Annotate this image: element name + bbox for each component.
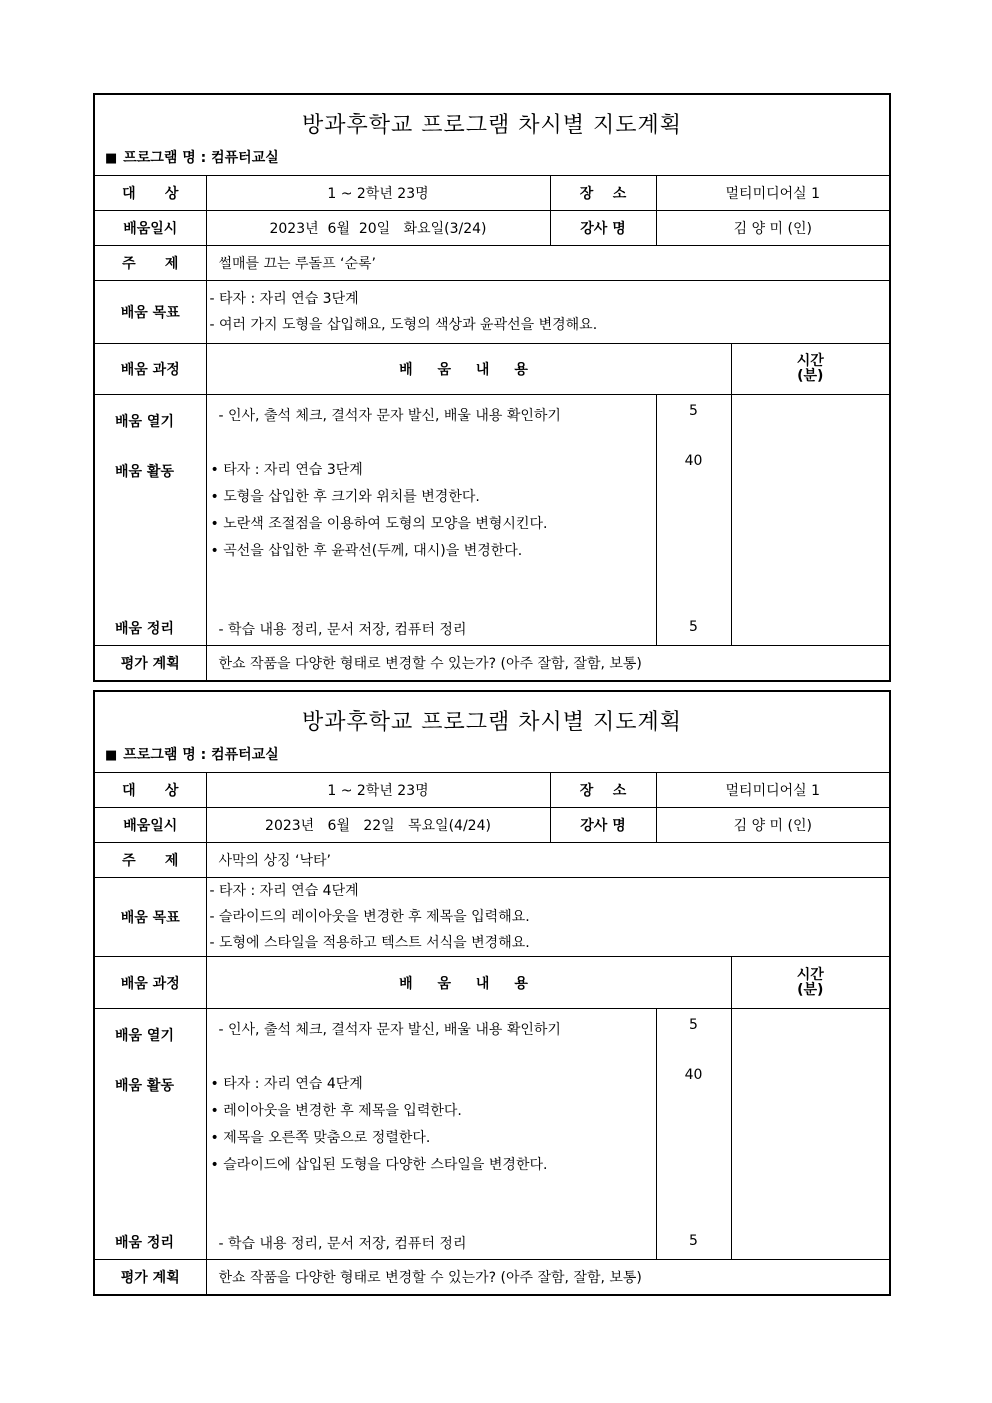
activity-label: 배움 활동 xyxy=(115,1078,174,1094)
closing-label: 배움 정리 xyxy=(115,621,174,637)
closing-label: 배움 정리 xyxy=(115,1235,174,1251)
content-header xyxy=(206,344,731,395)
activity-time: 40 xyxy=(684,453,703,469)
goal-item: - 타자 : 자리 연습 3단계 xyxy=(209,291,359,307)
content-header-text: 배 움 내 용 xyxy=(399,362,538,378)
time-header: 시간 (분) xyxy=(731,344,890,395)
time-values xyxy=(656,395,731,646)
activity-item: • 타자 : 자리 연습 3단계 xyxy=(210,462,363,478)
closing-text: - 학습 내용 정리, 문서 저장, 컴퓨터 정리 xyxy=(218,622,467,638)
date-label: 배움일시 xyxy=(94,808,206,843)
process-content xyxy=(206,395,656,646)
goal-item: - 도형에 스타일을 적용하고 텍스트 서식을 변경해요. xyxy=(209,935,530,951)
time-values xyxy=(656,1009,731,1260)
topic-value: 사막의 상징 ‘낙타’ xyxy=(206,843,890,878)
opening-text: - 인사, 출석 체크, 결석자 문자 발신, 배울 내용 확인하기 xyxy=(218,1022,561,1038)
program-name xyxy=(94,145,890,176)
opening-label: 배움 열기 xyxy=(115,414,174,430)
target-label: 대 상 xyxy=(94,773,206,808)
program-name xyxy=(94,742,890,773)
goal-item: - 슬라이드의 레이아웃을 변경한 후 제목을 입력해요. xyxy=(209,909,530,925)
notes-cell xyxy=(731,395,890,646)
activity-item: • 슬라이드에 삽입된 도형을 다양한 스타일을 변경한다. xyxy=(210,1157,548,1173)
program-name-label: 프로그램 명 : 컴퓨터교실 xyxy=(123,747,279,763)
opening-time: 5 xyxy=(689,403,698,419)
date-label: 배움일시 xyxy=(94,211,206,246)
goal-label: 배움 목표 xyxy=(94,281,206,344)
plan-title: 방과후학교 프로그램 차시별 지도계획 xyxy=(94,94,890,145)
eval-label: 평가 계획 xyxy=(94,1260,206,1295)
process-content xyxy=(206,1009,656,1260)
process-labels xyxy=(94,395,206,646)
place-value: 멀티미디어실 1 xyxy=(656,773,890,808)
content-header-text: 배 움 내 용 xyxy=(399,975,538,992)
opening-time: 5 xyxy=(689,1017,698,1033)
process-header: 배움 과정 xyxy=(94,344,206,395)
process-header: 배움 과정 xyxy=(94,957,206,1009)
content-header xyxy=(206,957,731,1009)
date-value: 2023년 6월 22일 목요일(4/24) xyxy=(206,808,550,843)
target-label: 대 상 xyxy=(94,176,206,211)
date-value: 2023년 6월 20일 화요일(3/24) xyxy=(206,211,550,246)
teacher-value: 김 양 미 (인) xyxy=(656,808,890,843)
eval-text: 한쇼 작품을 다양한 형태로 변경할 수 있는가? (아주 잘함, 잘함, 보통) xyxy=(206,646,890,681)
activity-item: • 레이아웃을 변경한 후 제목을 입력한다. xyxy=(210,1103,462,1119)
lesson-plan-table xyxy=(93,93,891,682)
teacher-label: 강사 명 xyxy=(550,808,656,843)
teacher-value: 김 양 미 (인) xyxy=(656,211,890,246)
goal-list xyxy=(206,281,890,344)
goal-item: - 타자 : 자리 연습 4단계 xyxy=(209,883,359,899)
topic-label: 주 제 xyxy=(94,843,206,878)
teacher-label: 강사 명 xyxy=(550,211,656,246)
closing-time: 5 xyxy=(689,619,698,635)
plan-title: 방과후학교 프로그램 차시별 지도계획 xyxy=(94,691,890,742)
program-name-label: 프로그램 명 : 컴퓨터교실 xyxy=(123,150,279,166)
opening-label: 배움 열기 xyxy=(115,1028,174,1044)
topic-label: 주 제 xyxy=(94,246,206,281)
goal-item: - 여러 가지 도형을 삽입해요, 도형의 색상과 윤곽선을 변경해요. xyxy=(209,317,598,333)
square-bullet-icon: ■ xyxy=(105,151,118,166)
lesson-plan-2 xyxy=(93,690,889,1296)
topic-value: 썰매를 끄는 루돌프 ‘순록’ xyxy=(206,246,890,281)
target-value: 1 ~ 2학년 23명 xyxy=(206,773,550,808)
place-label: 장 소 xyxy=(550,176,656,211)
target-value: 1 ~ 2학년 23명 xyxy=(206,176,550,211)
notes-cell xyxy=(731,1009,890,1260)
square-bullet-icon: ■ xyxy=(105,748,118,763)
place-value: 멀티미디어실 1 xyxy=(656,176,890,211)
closing-time: 5 xyxy=(689,1233,698,1249)
closing-text: - 학습 내용 정리, 문서 저장, 컴퓨터 정리 xyxy=(218,1236,467,1252)
lesson-plan-table xyxy=(93,690,891,1296)
eval-label: 평가 계획 xyxy=(94,646,206,681)
activity-time: 40 xyxy=(684,1067,703,1083)
process-labels xyxy=(94,1009,206,1260)
opening-text: - 인사, 출석 체크, 결석자 문자 발신, 배울 내용 확인하기 xyxy=(218,408,561,424)
activity-item: • 노란색 조절점을 이용하여 도형의 모양을 변형시킨다. xyxy=(210,516,548,532)
goal-list xyxy=(206,878,890,957)
activity-item: • 곡선을 삽입한 후 윤곽선(두께, 대시)을 변경한다. xyxy=(210,543,523,559)
place-label: 장 소 xyxy=(550,773,656,808)
goal-label: 배움 목표 xyxy=(94,878,206,957)
time-header: 시간 (분) xyxy=(731,957,890,1009)
activity-item: • 제목을 오른쪽 맞춤으로 정렬한다. xyxy=(210,1130,431,1146)
activity-label: 배움 활동 xyxy=(115,464,174,480)
eval-text: 한쇼 작품을 다양한 형태로 변경할 수 있는가? (아주 잘함, 잘함, 보통) xyxy=(206,1260,890,1295)
activity-item: • 타자 : 자리 연습 4단계 xyxy=(210,1076,363,1092)
activity-item: • 도형을 삽입한 후 크기와 위치를 변경한다. xyxy=(210,489,480,505)
lesson-plan-1 xyxy=(93,93,889,682)
